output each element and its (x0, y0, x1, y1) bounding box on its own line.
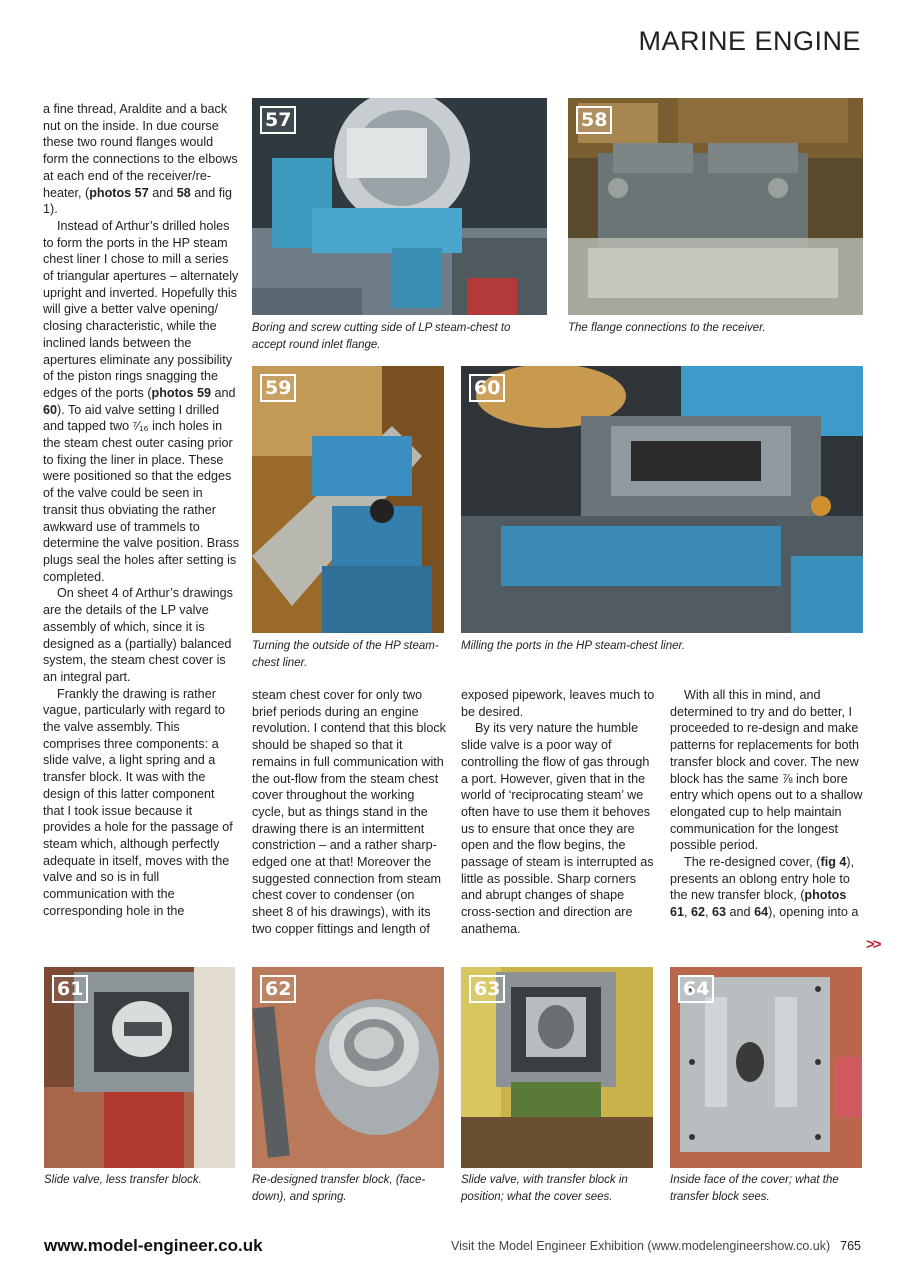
footer-website-link[interactable]: www.model-engineer.co.uk (44, 1236, 263, 1255)
photo-number: 61 (52, 975, 88, 1003)
paragraph: Instead of Arthur’s drilled holes to form the ports in the HP steam chest liner I chose to mill a series of triangular apertures – alternately upright and inverted. Hopefully this will give a better valve opening/ closing characteristic, while the inclined lands between the apertures eliminate any possibility of the piston rings snagging the edges of the ports (photos 59 and 60). To aid valve setting I drilled and tapped two ⁷⁄₁₆ inch holes in the steam chest outer casing prior to fixing the liner in place. These were positioned so that the edges of the valve could be seen in transit thus obviating the rather awkward use of trammels to determine the valve position. Brass plugs seal the holes after setting is completed. (43, 218, 240, 584)
paragraph: Frankly the drawing is rather vague, particularly with regard to the valve assembly. This comprises three components: a slide valve, a light spring and a transfer block. It was with the design of this latter component that I took issue because it provides a hole for the passage of steam which, although perfectly adequate in itself, moves with the valve and so is in full communication with the corresponding hole in the (43, 686, 233, 918)
bold-reference: 63 (712, 905, 727, 920)
photo-number: 64 (678, 975, 714, 1003)
bold-reference: 58 (176, 185, 191, 200)
paragraph: On sheet 4 of Arthur’s drawings are the details of the LP valve assembly of which, since it is designed as a (partially) balanced system, the steam chest cover is an integral part. (43, 586, 233, 684)
caption-57: Boring and screw cutting side of LP steam-chest to accept round inlet flange. (252, 322, 511, 351)
bold-reference: 60 (43, 402, 58, 417)
bold-reference: photos 57 (89, 185, 149, 200)
caption-59: Turning the outside of the HP steam-chest liner. (252, 640, 439, 669)
continued-marker-icon: >> (866, 936, 880, 953)
caption-58: The flange connections to the receiver. (568, 322, 766, 334)
milling-machine-image (461, 366, 863, 633)
section-title: MARINE ENGINE (638, 26, 861, 56)
paragraph: exposed pipework, leaves much to be desired. (461, 688, 655, 719)
text-column-1 (43, 101, 239, 919)
photo-58 (568, 98, 863, 315)
photo-number: 63 (469, 975, 505, 1003)
paragraph: The re-designed cover, (fig 4), presents an oblong entry hole to the new transfer block, (photos 61, 62, 63 and 64), opening into a (670, 855, 859, 920)
photo-61 (44, 967, 235, 1168)
photo-62 (252, 967, 444, 1168)
caption-63: Slide valve, with transfer block in position; what the cover sees. (461, 1174, 628, 1203)
paragraph: steam chest cover for only two brief periods during an engine revolution. I contend that this block should be shaped so that it remains in full communication with the out-flow from the steam chest cover throughout the working cycle, but as things stand in the drawing there is an intermittent constriction – and a rather sharp-edged one at that! Moreover the suggested connection from steam chest cover to condenser (on sheet 8 of his drawings), with its two copper fittings and length of (252, 688, 446, 936)
text-column-3 (461, 687, 657, 938)
text-column-4 (670, 687, 866, 921)
bold-reference: photos 59 (151, 385, 211, 400)
bold-reference: 62 (691, 905, 706, 920)
bold-reference: 64 (754, 905, 769, 920)
photo-number: 59 (260, 374, 296, 402)
bold-reference: photos 61 (670, 888, 847, 920)
photo-number: 57 (260, 106, 296, 134)
photo-57 (252, 98, 547, 315)
paragraph: By its very nature the humble slide valve is a poor way of controlling the flow of gas through a port. However, given that in the world of ‘reciprocating steam’ we often have to use them it behoves us to ensure that once they are open and the flow begins, the passage of steam is interrupted as little as possible. Sharp corners and abrupt changes of shape cross-section and direction are anathema. (461, 721, 654, 936)
caption-61: Slide valve, less transfer block. (44, 1174, 202, 1186)
footer-info (451, 1239, 861, 1253)
photo-64 (670, 967, 862, 1168)
bold-reference: fig 4 (820, 855, 847, 870)
lathe-turning-image (252, 366, 444, 633)
paragraph: With all this in mind, and determined to try and do better, I proceeded to re-design and make patterns for replacements for both transfer block and cover. The new block has the same ⅞ inch bore entry which opens out to a shallow elongated cup to help maintain communication for the longest possible period. (670, 688, 863, 853)
photo-60 (461, 366, 863, 633)
photo-63 (461, 967, 653, 1168)
photo-number: 60 (469, 374, 505, 402)
text-column-2 (252, 687, 448, 938)
page-number: 765 (840, 1239, 861, 1253)
caption-64: Inside face of the cover; what the transfer block sees. (670, 1174, 839, 1203)
photo-59 (252, 366, 444, 633)
footer-exhibition-text: Visit the Model Engineer Exhibition (www.modelengineershow.co.uk) (451, 1239, 831, 1253)
caption-60: Milling the ports in the HP steam-chest liner. (461, 640, 686, 652)
photo-number: 58 (576, 106, 612, 134)
photo-number: 62 (260, 975, 296, 1003)
paragraph: a fine thread, Araldite and a back nut on the inside. In due course these two round flanges would form the connections to the elbows at each end of the receiver/re-heater, (photos 57 and 58 and fig 1). (43, 102, 238, 217)
caption-62: Re-designed transfer block, (face-down), and spring. (252, 1174, 426, 1203)
